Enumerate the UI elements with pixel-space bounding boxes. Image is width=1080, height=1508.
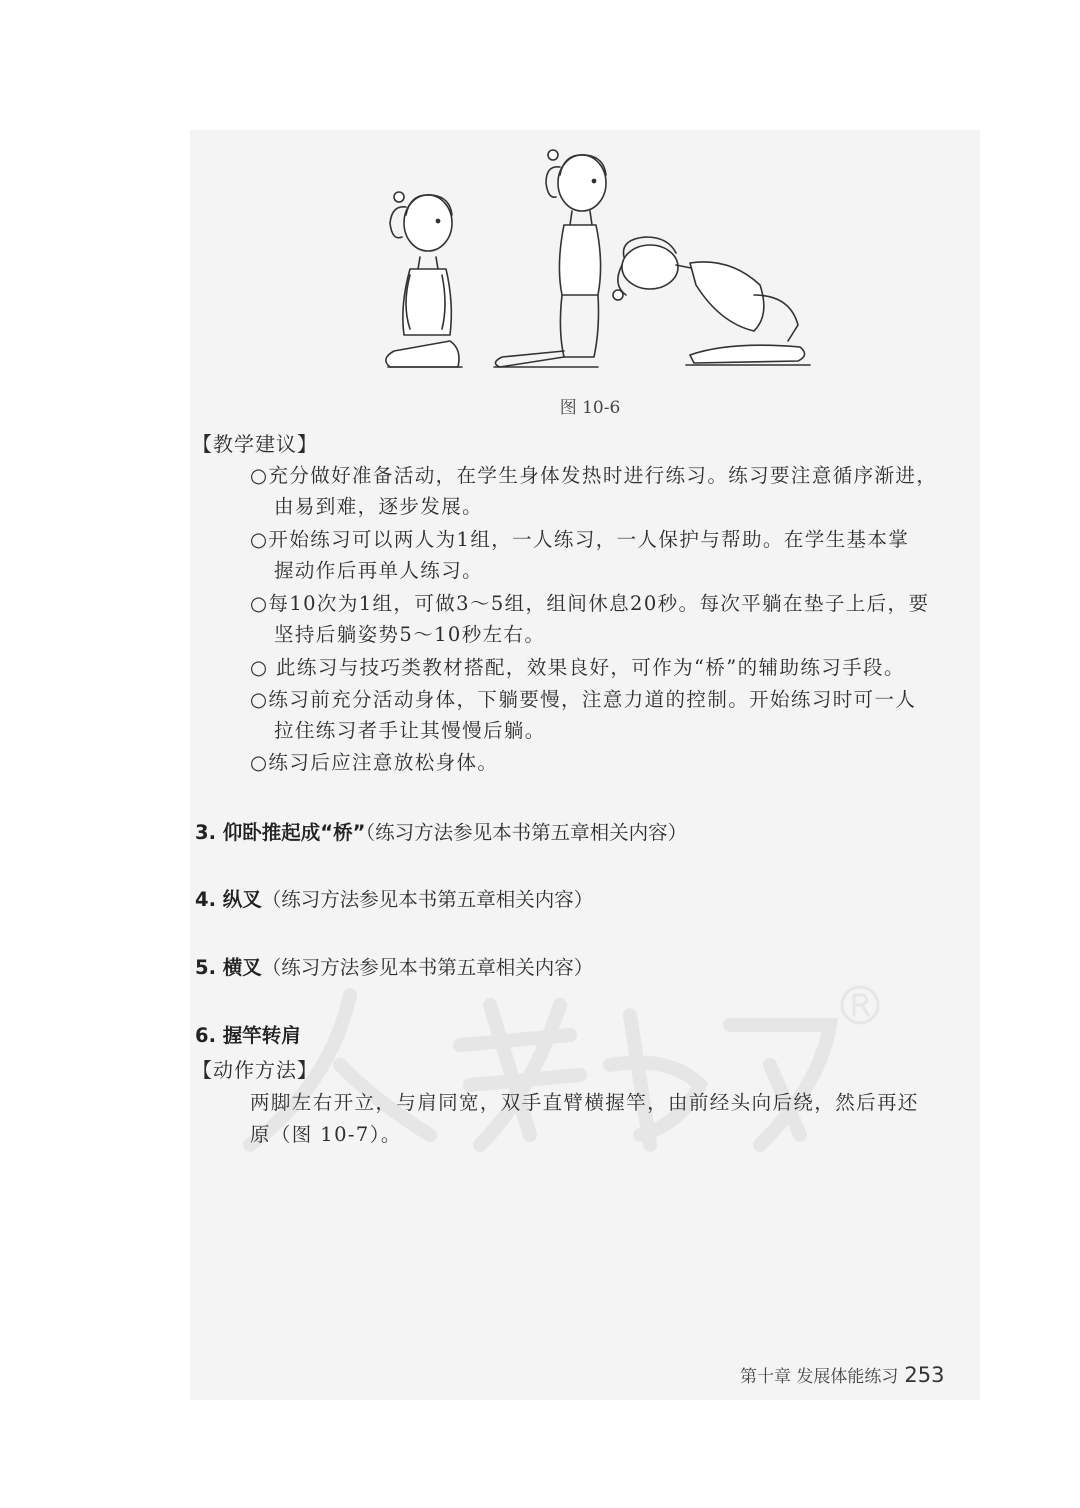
exercise-item <box>195 1020 301 1048</box>
bullet-line: ○充分做好准备活动，在学生身体发热时进行练习。练习要注意循序渐进， <box>250 464 938 487</box>
bullet-line: ○开始练习可以两人为1组，一人练习，一人保护与帮助。在学生基本掌 <box>250 528 910 551</box>
exercise-title: 6. 握竿转肩 <box>195 1024 301 1047</box>
teaching-bullet <box>250 684 970 746</box>
bullet-line: ○练习前充分活动身体，下躺要慢，注意力道的控制。开始练习时可一人 <box>250 688 917 711</box>
exercise-item <box>195 817 687 845</box>
teaching-bullet <box>250 588 970 650</box>
bullet-line: 拉住练习者手让其慢慢后躺。 <box>274 719 546 742</box>
paragraph-line: 原（图 10-7）。 <box>250 1123 402 1146</box>
page-number: 253 <box>904 1363 945 1387</box>
paragraph-line: 两脚左右开立，与肩同宽，双手直臂横握竿，由前经头向后绕，然后再还 <box>250 1091 919 1114</box>
exercise-note: （练习方法参见本书第五章相关内容） <box>365 821 688 844</box>
exercise-item <box>195 952 593 980</box>
figure-caption: 图 10-6 <box>559 398 621 418</box>
exercise-title: 3. 仰卧推起成“桥” <box>195 821 366 844</box>
page-footer <box>740 1362 945 1387</box>
bullet-line: 坚持后躺姿势5～10秒左右。 <box>274 623 546 646</box>
exercise-title: 5. 横叉 <box>195 956 262 979</box>
teaching-suggestions-heading: 【教学建议】 <box>192 432 318 456</box>
teaching-bullet <box>250 524 970 586</box>
exercise-item <box>195 884 593 912</box>
exercise-note: （练习方法参见本书第五章相关内容） <box>261 888 594 911</box>
teaching-bullet <box>250 460 970 522</box>
bullet-line: ○每10次为1组，可做3～5组，组间休息20秒。每次平躺在垫子上后，要 <box>250 592 930 615</box>
action-method-text <box>250 1087 970 1151</box>
exercise-note: （练习方法参见本书第五章相关内容） <box>261 956 594 979</box>
bullet-line: 握动作后再单人练习。 <box>274 559 484 582</box>
teaching-bullet <box>250 747 970 778</box>
exercise-illustration <box>350 145 820 375</box>
bullet-line: ○ 此练习与技巧类教材搭配，效果良好，可作为“桥”的辅助练习手段。 <box>250 656 905 679</box>
upright-kneeling-girl-drawing <box>494 150 606 367</box>
bullet-line: ○练习后应注意放松身体。 <box>250 751 499 774</box>
kneeling-girl-drawing <box>386 192 462 367</box>
chapter-title: 第十章 发展体能练习 <box>740 1367 899 1387</box>
teaching-bullet <box>250 652 970 683</box>
leaning-back-girl-drawing <box>613 237 810 365</box>
action-method-heading: 【动作方法】 <box>192 1058 318 1082</box>
exercise-title: 4. 纵叉 <box>195 888 262 911</box>
bullet-line: 由易到难，逐步发展。 <box>274 495 484 518</box>
